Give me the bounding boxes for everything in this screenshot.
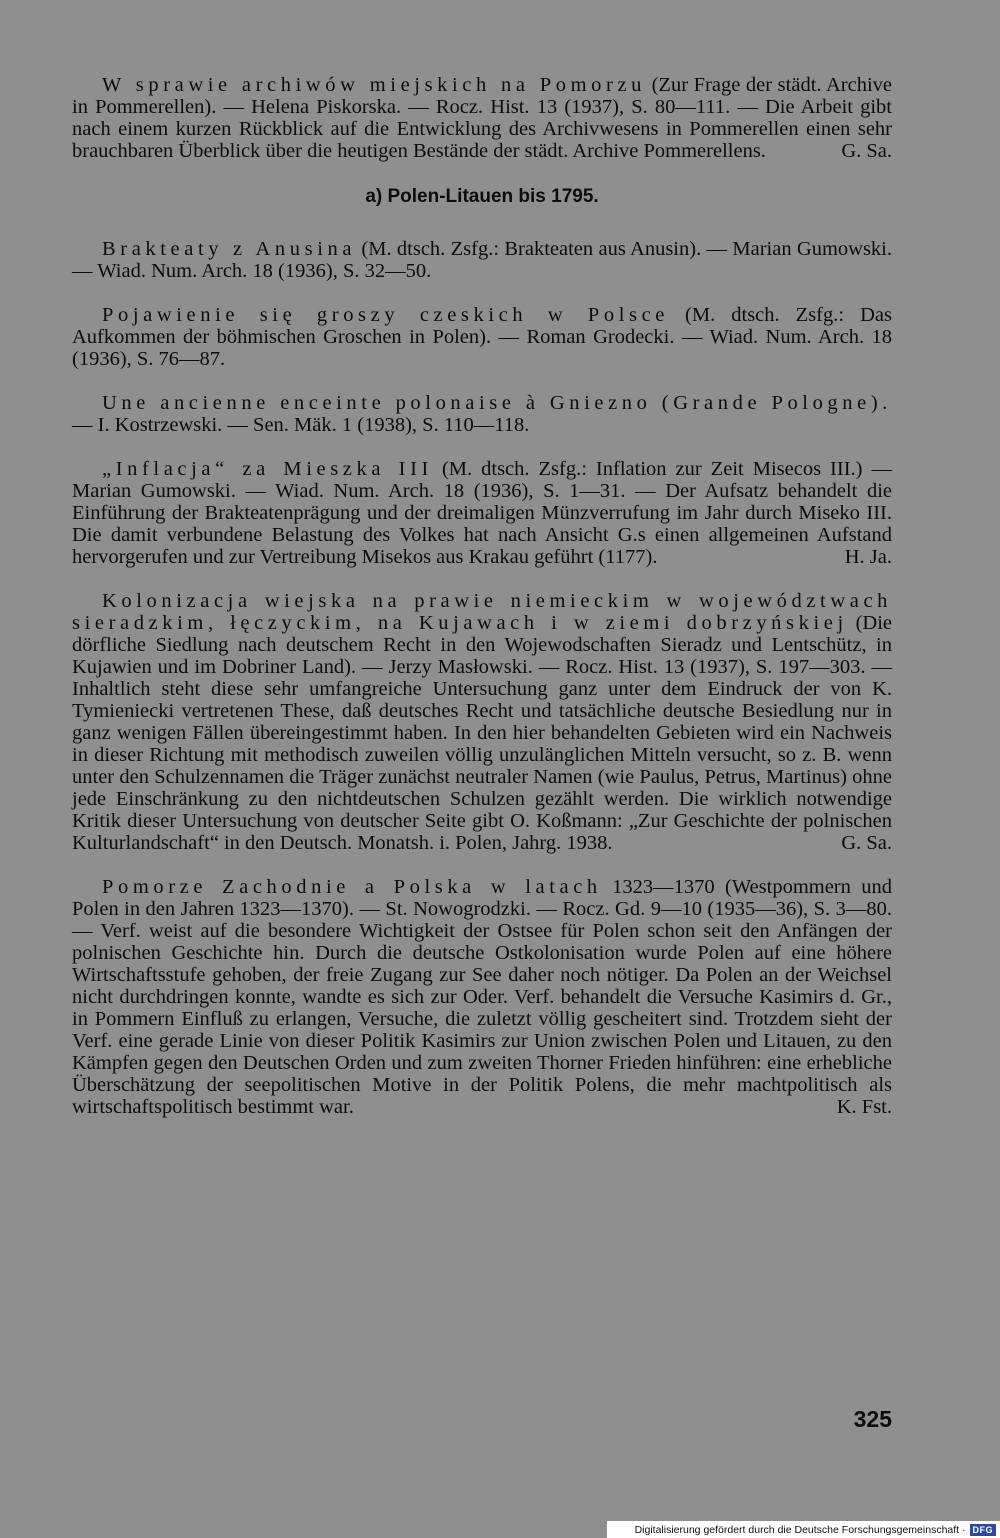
entry-title: „Inflacja“ za Mieszka III	[102, 458, 433, 480]
bibliography-entry	[72, 458, 892, 568]
bibliography-entry	[72, 74, 892, 162]
entry-title: Une ancienne enceinte polonaise à Gniezno (Grande Pologne).	[102, 392, 892, 414]
reviewer-initials: H. Ja.	[844, 546, 892, 568]
entry-body: (M. dtsch. Zsfg.: Inflation zur Zeit Misecos III.) — Marian Gumowski. — Wiad. Num. Arch. 18 (1936), S. 1—31. — Der Aufsatz behandelt die Einführung der Brakteatenprägung und der dreimaligen Münzverrufung im Jahr durch Miseko III. Die damit verbundene Belastung des Volkes hat nach Ansicht G.s einen allgemeinen Aufstand hervorgerufen und zur Vertreibung Misekos aus Krakau geführt (1177).	[72, 458, 892, 568]
reviewer-initials: G. Sa.	[841, 832, 892, 854]
section-heading: a) Polen-Litauen bis 1795.	[365, 186, 599, 207]
bibliography-entry	[72, 304, 892, 370]
reviewer-initials: G. Sa.	[841, 140, 892, 162]
entry-title: Brakteaty z Anusina	[102, 238, 357, 260]
digitization-footer	[607, 1521, 1000, 1538]
bibliography-entry	[72, 392, 892, 436]
entry-title: Pomorze Zachodnie a Polska w latach	[102, 876, 602, 898]
document-page	[72, 74, 892, 1140]
entry-body: — I. Kostrzewski. — Sen. Mäk. 1 (1938), S. 110—118.	[72, 414, 530, 436]
entry-body: (Zur Frage der städt. Archive in Pommerellen). — Helena Piskorska. — Rocz. Hist. 13 (1937), S. 80—111. — Die Arbeit gibt nach einem kurzen Rückblick auf die Entwicklung des Archivwesens in Pommerellen einen sehr brauchbaren Überblick über die heutigen Bestände der städt. Archive Pommerellens.	[72, 74, 892, 162]
dfg-logo-icon: DFG	[970, 1524, 997, 1536]
entry-body: (Die dörfliche Siedlung nach deutschem Recht in den Wojewodschaften Sieradz und Lentschütz, in Kujawien und im Dobriner Land). — Jerzy Masłowski. — Rocz. Hist. 13 (1937), S. 197—303. — Inhaltlich steht diese sehr umfangreiche Untersuchung ganz unter dem Eindruck der von K. Tymieniecki vertretenen These, daß deutsches Recht und tatsächliche deutsche Besiedlung nur in ganz wenigen Fällen übereingestimmt haben. In den hier behandelten Gebieten wird ein Nachweis in dieser Richtung mit methodisch zuweilen völlig unzulänglichen Mitteln versucht, so z. B. wenn unter den Schulzennamen die Träger zunächst neutraler Namen (wie Paulus, Petrus, Martinus) ohne jede Einschränkung zu den nichtdeutschen Schulzen gezählt werden. Die wirklich notwendige Kritik dieser Untersuchung von deutscher Seite gibt O. Koßmann: „Zur Geschichte der polnischen Kulturlandschaft“ in den Deutsch. Monatsh. i. Polen, Jahrg. 1938.	[72, 612, 892, 854]
entry-body: (M. dtsch. Zsfg.: Brakteaten aus Anusin). — Marian Gumowski. — Wiad. Num. Arch. 18 (1936), S. 32—50.	[72, 238, 893, 282]
entry-title: Pojawienie się groszy czeskich w Polsce	[102, 304, 669, 326]
bibliography-entry	[72, 876, 892, 1118]
entry-body: (M. dtsch. Zsfg.: Das Aufkommen der böhmischen Groschen in Polen). — Roman Grodecki. — Wiad. Num. Arch. 18 (1936), S. 76—87.	[72, 304, 893, 370]
entry-body: 1323—1370 (Westpommern und Polen in den Jahren 1323—1370). — St. Nowogrodzki. — Rocz. Gd. 9—10 (1935—36), S. 3—80. — Verf. weist auf die besondere Wichtigkeit der Ostsee für Polen schon seit den Anfängen der polnischen Geschichte hin. Durch die deutsche Ostkolonisation wurde Polen auf eine höhere Wirtschaftsstufe gehoben, der freie Zugang zur See daher noch nötiger. Da Polen an der Weichsel nicht durchdringen konnte, wandte es sich zur Oder. Verf. behandelt die Versuche Kasimirs d. Gr., in Pommern Einfluß zu erlangen, Versuche, die zuletzt völlig gescheitert sind. Trotzdem sieht der Verf. eine gerade Linie von dieser Politik Kasimirs zur Union zwischen Polen und Litauen, zu den Kämpfen gegen den Deutschen Orden und zum zweiten Thorner Frieden hinführen: eine erhebliche Überschätzung der seepolitischen Motive in der Politik Polens, die mehr machtpolitisch als wirtschaftspolitisch bestimmt war.	[72, 876, 893, 1118]
bibliography-entry	[72, 590, 892, 854]
page-number: 325	[853, 1406, 892, 1432]
bibliography-entry	[72, 238, 892, 282]
reviewer-initials: K. Fst.	[836, 1096, 892, 1118]
footer-text: Digitalisierung gefördert durch die Deutsche Forschungsgemeinschaft ·	[634, 1523, 966, 1536]
entry-title: W sprawie archiwów miejskich na Pomorzu	[102, 74, 647, 96]
entry-title: Kolonizacja wiejska na prawie niemieckim w województwach sieradzkim, łęczyckim, na Kujawach i w ziemi dobrzyńskiej	[72, 590, 892, 634]
